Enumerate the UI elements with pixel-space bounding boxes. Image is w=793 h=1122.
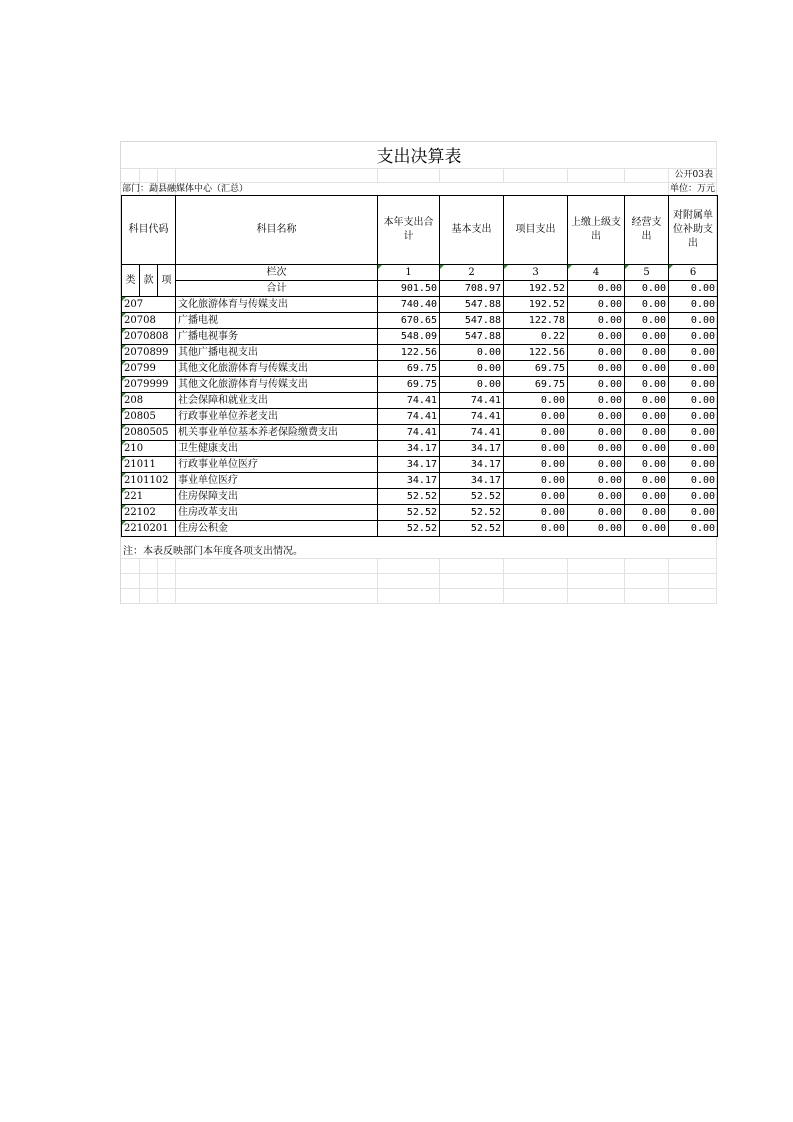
row-value: 0.00 — [669, 409, 718, 425]
row-value: 0.00 — [625, 441, 669, 457]
row-value: 69.75 — [378, 361, 440, 377]
table-row — [122, 361, 718, 377]
row-value: 0.00 — [669, 297, 718, 313]
cell-marker-icon — [122, 409, 126, 413]
row-name: 其他文化旅游体育与传媒支出 — [176, 361, 378, 377]
row-value: 0.00 — [669, 313, 718, 329]
row-value: 0.22 — [504, 329, 568, 345]
cell-marker-icon — [625, 265, 629, 269]
header-basic: 基本支出 — [440, 196, 504, 265]
table-row — [122, 313, 718, 329]
row-value: 0.00 — [669, 441, 718, 457]
row-value: 0.00 — [669, 457, 718, 473]
table-row — [122, 329, 718, 345]
cell-marker-icon — [440, 265, 444, 269]
total-value: 0.00 — [669, 281, 718, 297]
col-index: 3 — [504, 265, 568, 281]
row-value: 34.17 — [378, 457, 440, 473]
header-code: 科目代码 — [122, 196, 176, 265]
col-index: 5 — [625, 265, 669, 281]
row-value: 34.17 — [378, 473, 440, 489]
row-value: 0.00 — [625, 505, 669, 521]
row-value: 0.00 — [504, 409, 568, 425]
sheet-title: 支出决算表 — [376, 147, 462, 167]
row-value: 0.00 — [625, 297, 669, 313]
row-name: 其他文化旅游体育与传媒支出 — [176, 377, 378, 393]
table-row — [122, 425, 718, 441]
row-value: 0.00 — [669, 425, 718, 441]
row-value: 0.00 — [625, 313, 669, 329]
expenditure-table — [121, 195, 718, 537]
row-value: 74.41 — [440, 425, 504, 441]
col-index: 1 — [378, 265, 440, 281]
row-name: 住房保障支出 — [176, 489, 378, 505]
row-value: 547.88 — [440, 297, 504, 313]
row-value: 0.00 — [440, 345, 504, 361]
row-code: 208 — [122, 393, 176, 409]
col-index: 6 — [669, 265, 718, 281]
row-value: 0.00 — [504, 505, 568, 521]
header-business: 经营支出 — [625, 196, 669, 265]
row-value: 0.00 — [625, 473, 669, 489]
row-value: 0.00 — [669, 329, 718, 345]
header-kuan: 款 — [140, 265, 158, 297]
table-row — [122, 441, 718, 457]
row-value: 74.41 — [378, 425, 440, 441]
row-code: 2101102 — [122, 473, 176, 489]
row-name: 卫生健康支出 — [176, 441, 378, 457]
row-code: 2070899 — [122, 345, 176, 361]
row-name: 事业单位医疗 — [176, 473, 378, 489]
row-value: 34.17 — [440, 473, 504, 489]
row-code: 20708 — [122, 313, 176, 329]
total-label: 合计 — [176, 281, 378, 297]
row-name: 文化旅游体育与传媒支出 — [176, 297, 378, 313]
row-value: 0.00 — [669, 377, 718, 393]
row-value: 740.40 — [378, 297, 440, 313]
header-subsidy: 对附属单位补助支出 — [669, 196, 718, 265]
table-row — [122, 457, 718, 473]
row-value: 0.00 — [568, 313, 625, 329]
cell-marker-icon — [122, 361, 126, 365]
row-value: 0.00 — [625, 361, 669, 377]
row-name: 其他广播电视支出 — [176, 345, 378, 361]
cell-marker-icon — [122, 313, 126, 317]
row-code: 21011 — [122, 457, 176, 473]
row-value: 52.52 — [378, 521, 440, 537]
row-name: 机关事业单位基本养老保险缴费支出 — [176, 425, 378, 441]
row-value: 34.17 — [440, 457, 504, 473]
row-value: 74.41 — [440, 409, 504, 425]
spreadsheet-sheet — [120, 141, 717, 604]
cell-marker-icon — [122, 425, 126, 429]
total-value: 0.00 — [568, 281, 625, 297]
row-value: 122.56 — [504, 345, 568, 361]
row-value: 122.78 — [504, 313, 568, 329]
row-value: 0.00 — [669, 489, 718, 505]
row-value: 52.52 — [378, 489, 440, 505]
row-name: 行政事业单位医疗 — [176, 457, 378, 473]
row-name: 住房改革支出 — [176, 505, 378, 521]
row-value: 34.17 — [440, 441, 504, 457]
row-value: 0.00 — [504, 393, 568, 409]
row-value: 0.00 — [625, 345, 669, 361]
row-code: 22102 — [122, 505, 176, 521]
cell-marker-icon — [122, 329, 126, 333]
cell-marker-icon — [122, 505, 126, 509]
table-row — [122, 345, 718, 361]
row-value: 0.00 — [568, 329, 625, 345]
row-value: 74.41 — [378, 393, 440, 409]
row-value: 0.00 — [568, 345, 625, 361]
row-value: 0.00 — [669, 521, 718, 537]
row-value: 52.52 — [440, 489, 504, 505]
row-value: 0.00 — [625, 409, 669, 425]
cell-marker-icon — [122, 521, 126, 525]
row-value: 547.88 — [440, 313, 504, 329]
row-value: 0.00 — [568, 409, 625, 425]
col-index: 2 — [440, 265, 504, 281]
row-name: 社会保障和就业支出 — [176, 393, 378, 409]
table-row — [122, 505, 718, 521]
cell-marker-icon — [122, 489, 126, 493]
row-name: 广播电视事务 — [176, 329, 378, 345]
row-code: 20805 — [122, 409, 176, 425]
total-value: 192.52 — [504, 281, 568, 297]
table-row — [122, 409, 718, 425]
cell-marker-icon — [122, 377, 126, 381]
lanci-row — [122, 265, 718, 281]
row-value: 0.00 — [504, 441, 568, 457]
row-name: 广播电视 — [176, 313, 378, 329]
row-value: 0.00 — [504, 473, 568, 489]
total-row — [122, 281, 718, 297]
row-value: 0.00 — [625, 489, 669, 505]
header-lei: 类 — [122, 265, 140, 297]
row-code: 2080505 — [122, 425, 176, 441]
row-value: 69.75 — [504, 361, 568, 377]
row-value: 0.00 — [568, 393, 625, 409]
row-value: 34.17 — [378, 441, 440, 457]
table-row — [122, 489, 718, 505]
row-value: 0.00 — [669, 361, 718, 377]
row-value: 192.52 — [504, 297, 568, 313]
row-value: 547.88 — [440, 329, 504, 345]
unit-label: 单位：万元 — [669, 184, 715, 194]
cell-marker-icon — [122, 473, 126, 477]
row-value: 0.00 — [440, 361, 504, 377]
row-value: 0.00 — [504, 425, 568, 441]
row-code: 20799 — [122, 361, 176, 377]
cell-marker-icon — [378, 265, 382, 269]
row-code: 210 — [122, 441, 176, 457]
row-value: 0.00 — [568, 489, 625, 505]
row-value: 0.00 — [625, 377, 669, 393]
row-value: 0.00 — [625, 329, 669, 345]
row-value: 52.52 — [378, 505, 440, 521]
cell-marker-icon — [568, 265, 572, 269]
row-value: 0.00 — [568, 521, 625, 537]
row-value: 52.52 — [440, 505, 504, 521]
total-value: 901.50 — [378, 281, 440, 297]
row-value: 0.00 — [568, 505, 625, 521]
row-value: 52.52 — [440, 521, 504, 537]
row-name: 住房公积金 — [176, 521, 378, 537]
cell-marker-icon — [122, 393, 126, 397]
row-value: 0.00 — [440, 377, 504, 393]
row-value: 0.00 — [625, 425, 669, 441]
row-value: 670.65 — [378, 313, 440, 329]
row-value: 0.00 — [625, 521, 669, 537]
col-index: 4 — [568, 265, 625, 281]
header-remit: 上缴上级支出 — [568, 196, 625, 265]
header-project: 项目支出 — [504, 196, 568, 265]
table-code: 公开03表 — [674, 170, 713, 180]
department-label: 部门：勐县融媒体中心（汇总） — [122, 184, 249, 194]
table-row — [122, 473, 718, 489]
row-value: 0.00 — [669, 345, 718, 361]
row-code: 2210201 — [122, 521, 176, 537]
total-value: 0.00 — [625, 281, 669, 297]
row-value: 74.41 — [378, 409, 440, 425]
row-value: 0.00 — [504, 521, 568, 537]
row-value: 0.00 — [568, 297, 625, 313]
row-value: 0.00 — [504, 489, 568, 505]
row-value: 69.75 — [378, 377, 440, 393]
row-value: 0.00 — [504, 457, 568, 473]
row-value: 74.41 — [440, 393, 504, 409]
cell-marker-icon — [669, 265, 673, 269]
header-total: 本年支出合计 — [378, 196, 440, 265]
table-note: 注：本表反映部门本年度各项支出情况。 — [123, 546, 303, 557]
row-code: 2070808 — [122, 329, 176, 345]
row-value: 0.00 — [568, 457, 625, 473]
row-name: 行政事业单位养老支出 — [176, 409, 378, 425]
row-value: 0.00 — [625, 393, 669, 409]
row-value: 0.00 — [568, 361, 625, 377]
row-value: 0.00 — [568, 425, 625, 441]
row-value: 122.56 — [378, 345, 440, 361]
row-code: 221 — [122, 489, 176, 505]
table-row — [122, 521, 718, 537]
header-row — [122, 196, 718, 265]
table-row — [122, 377, 718, 393]
cell-marker-icon — [122, 345, 126, 349]
header-lanci: 栏次 — [176, 265, 378, 281]
row-value: 548.09 — [378, 329, 440, 345]
total-value: 708.97 — [440, 281, 504, 297]
row-value: 0.00 — [568, 473, 625, 489]
row-value: 0.00 — [669, 393, 718, 409]
row-code: 207 — [122, 297, 176, 313]
row-value: 0.00 — [669, 505, 718, 521]
row-value: 0.00 — [625, 457, 669, 473]
header-xiang: 项 — [158, 265, 176, 297]
cell-marker-icon — [122, 441, 126, 445]
row-value: 69.75 — [504, 377, 568, 393]
header-name: 科目名称 — [176, 196, 378, 265]
row-value: 0.00 — [568, 441, 625, 457]
row-value: 0.00 — [568, 377, 625, 393]
cell-marker-icon — [122, 457, 126, 461]
row-code: 2079999 — [122, 377, 176, 393]
table-row — [122, 297, 718, 313]
cell-marker-icon — [122, 297, 126, 301]
row-value: 0.00 — [669, 473, 718, 489]
table-row — [122, 393, 718, 409]
cell-marker-icon — [504, 265, 508, 269]
